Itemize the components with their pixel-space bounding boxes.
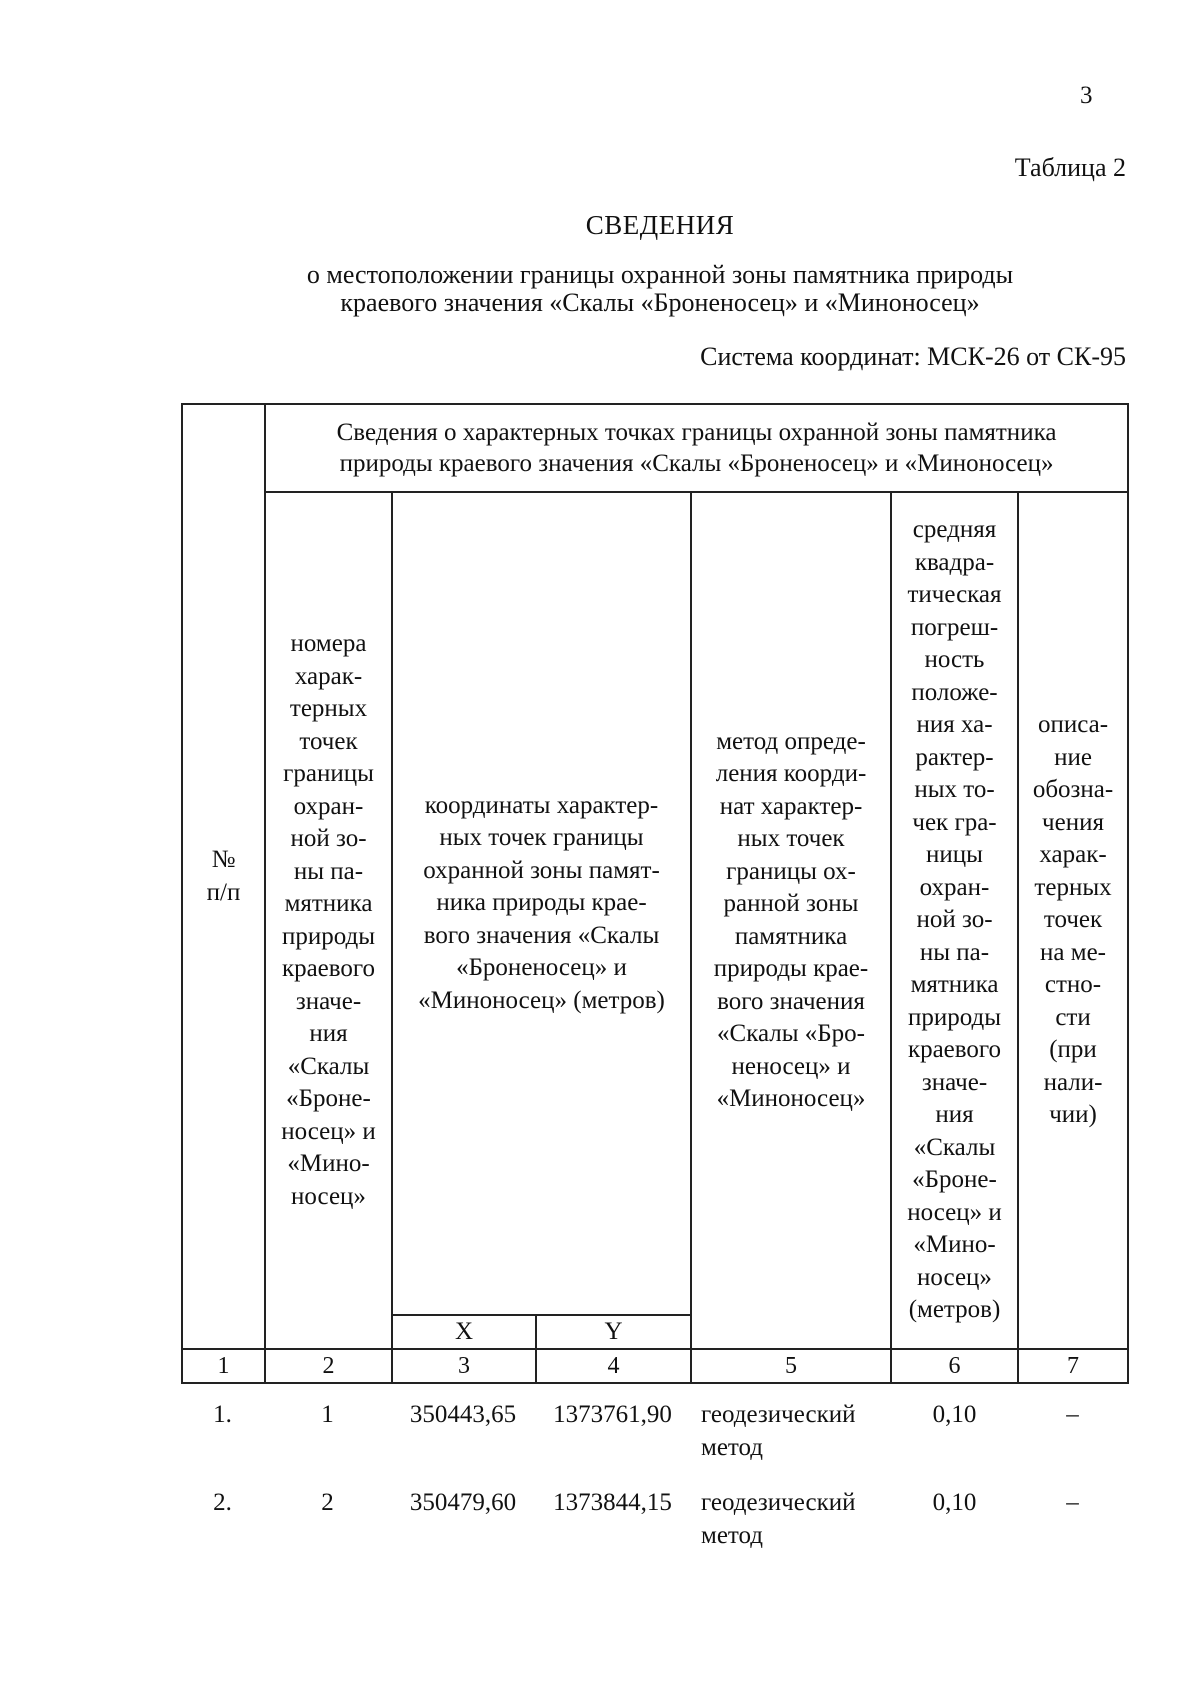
column-number: 4 xyxy=(536,1349,691,1383)
row-method: геодезический метод xyxy=(701,1401,856,1461)
row-y-coordinate: 1373761,90 xyxy=(553,1401,672,1428)
row-y-coordinate: 1373844,15 xyxy=(553,1489,672,1516)
col-point-header: номера харак- терных точек границы охран- ной зо- ны па- мятника природы краевого значе- ния «Скалы «Броне- носец» и «Мино- носец» xyxy=(265,492,392,1349)
table-row xyxy=(181,1398,1127,1478)
col-coords-header: координаты характер- ных точек границы охранной зоны памят- ника природы крае- вого значения «Скалы «Броненосец» и «Миноносец» (метров) xyxy=(392,492,691,1315)
row-method: геодезический метод xyxy=(701,1489,856,1549)
col-index-header: № п/п xyxy=(182,404,265,1349)
table-header-row xyxy=(182,404,1128,492)
column-number: 7 xyxy=(1018,1349,1128,1383)
table-number: Таблица 2 xyxy=(1014,153,1126,182)
row-point-number: 2 xyxy=(321,1489,334,1516)
row-error: 0,10 xyxy=(932,1489,977,1516)
row-error: 0,10 xyxy=(932,1401,977,1428)
col-x-header: X xyxy=(392,1315,536,1349)
table-row xyxy=(181,1486,1127,1566)
row-x-coordinate: 350479,60 xyxy=(409,1489,517,1516)
column-number: 2 xyxy=(265,1349,392,1383)
col-error-header: средняя квадра- тическая погреш- ность положе- ния ха- рактер- ных то- чек гра- ницы охран- ной зо- ны па- мятника природы краевого значе- ния «Скалы «Броне- носец» и «Мино- носец» (метров) xyxy=(891,492,1018,1349)
col-method-header: метод опреде- ления коорди- нат характер- ных точек границы ох- ранной зоны памятника природы крае- вого значения «Скалы «Бро- неносец» и «Миноносец» xyxy=(691,492,891,1349)
column-numbers-row xyxy=(182,1349,1128,1383)
table-subheader-row xyxy=(182,492,1128,1315)
document-subtitle: о местоположении границы охранной зоны памятника природы краевого значения «Скалы «Броненосец» и «Миноносец» xyxy=(306,260,1014,317)
page-number: 3 xyxy=(1080,82,1093,109)
document-title: СВЕДЕНИЯ xyxy=(585,210,735,240)
row-x-coordinate: 350443,65 xyxy=(409,1401,517,1428)
row-point-number: 1 xyxy=(321,1401,334,1428)
boundary-points-table xyxy=(181,403,1129,1384)
row-description: – xyxy=(1066,1401,1079,1428)
column-number: 5 xyxy=(691,1349,891,1383)
col-desc-header: описа- ние обозна- чения харак- терных точек на ме- стно- сти (при нали- чии) xyxy=(1018,492,1128,1349)
row-index: 2. xyxy=(213,1489,232,1516)
row-index: 1. xyxy=(213,1401,232,1428)
column-number: 6 xyxy=(891,1349,1018,1383)
row-description: – xyxy=(1066,1489,1079,1516)
coordinate-system: Система координат: МСК-26 от СК-95 xyxy=(700,342,1126,371)
col-y-header: Y xyxy=(536,1315,691,1349)
column-number: 3 xyxy=(392,1349,536,1383)
column-number: 1 xyxy=(182,1349,265,1383)
group-header: Сведения о характерных точках границы охранной зоны памятника природы краевого значения «Скалы «Броненосец» и «Миноносец» xyxy=(265,404,1128,492)
